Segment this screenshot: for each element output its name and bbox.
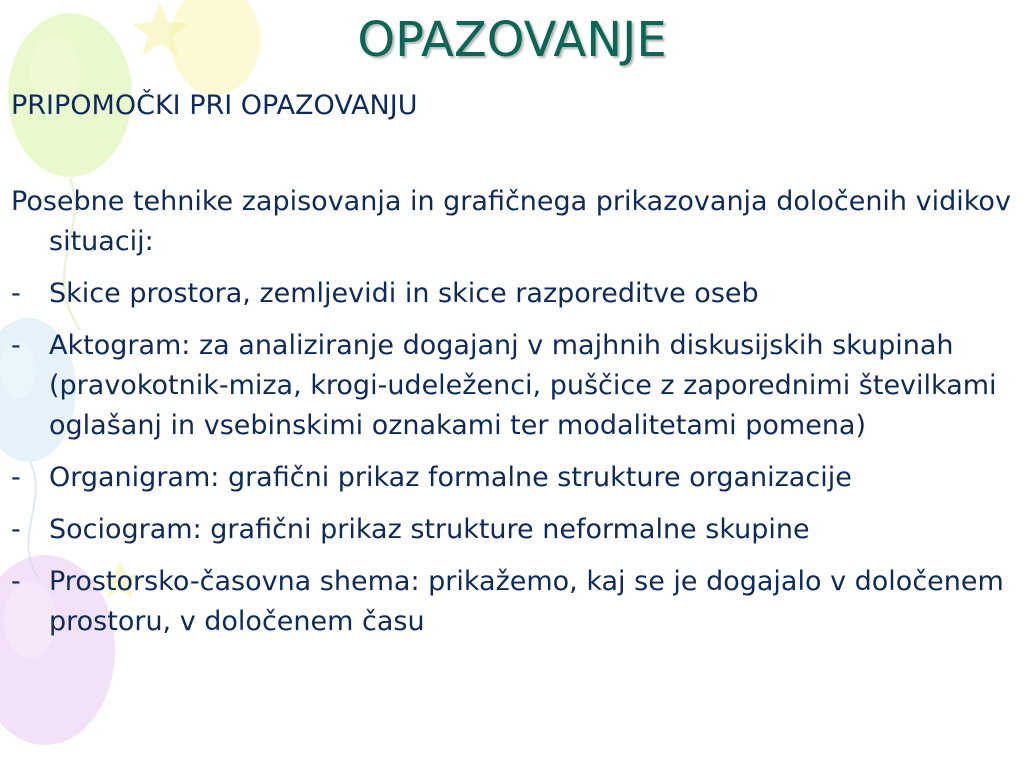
bullet-dash: - [11, 278, 21, 309]
list-item [11, 562, 1016, 642]
slide-title: OPAZOVANJE [357, 12, 667, 68]
list-item [11, 510, 1016, 550]
bullet-dash: - [11, 330, 21, 361]
bullet-text: Aktogram: za analiziranje dogajanj v majhnih diskusijskih skupinah (pravokotnik-miza, krogi-udeleženci, puščice z zaporednimi številkami oglašanj in vsebinskimi oznakami ter modalitetami pomena) [49, 330, 997, 441]
spacer [11, 126, 1016, 182]
bullet-text: Sociogram: grafični prikaz strukture neformalne skupine [49, 514, 810, 545]
list-item [11, 274, 1016, 314]
intro-paragraph: Posebne tehnike zapisovanja in grafičnega prikazovanja določenih vidikov situacij: [11, 186, 1011, 257]
bullet-text: Organigram: grafični prikaz formalne strukture organizacije [49, 462, 852, 493]
slide-subtitle: PRIPOMOČKI PRI OPAZOVANJU [11, 90, 418, 121]
list-item [11, 326, 1016, 446]
bullet-dash: - [11, 566, 21, 597]
bullet-text: Skice prostora, zemljevidi in skice razporeditve oseb [49, 278, 759, 309]
bullet-dash: - [11, 462, 21, 493]
bullet-dash: - [11, 514, 21, 545]
slide-content [11, 86, 1016, 642]
list-item [11, 458, 1016, 498]
bullet-text: Prostorsko-časovna shema: prikažemo, kaj se je dogajalo v določenem prostoru, v določenem času [49, 566, 1004, 637]
